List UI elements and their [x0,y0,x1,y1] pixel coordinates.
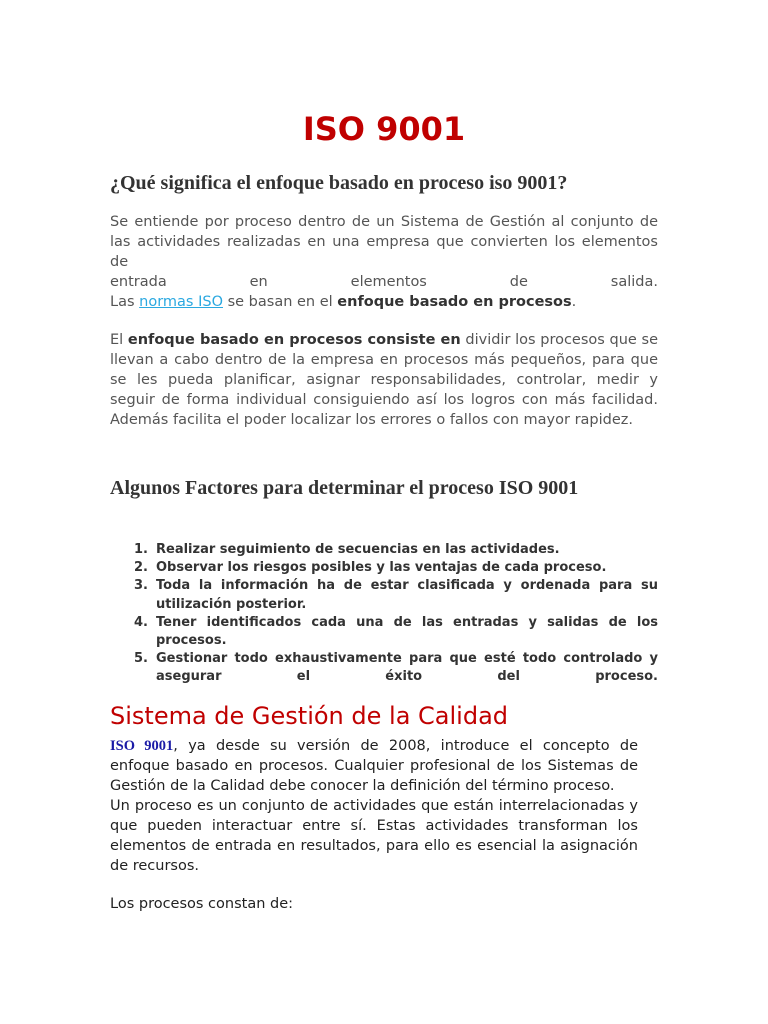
sistema-text-2: Un proceso es un conjunto de actividades que están interrelacionadas y que pueden interactuar entre sí. Estas actividades transforman los elementos de entrada en resultados, para ello es esencial la asignación de recursos. [110,798,638,874]
intro-paragraph [110,212,658,292]
enfoque-rest: dividir los procesos que se llevan a cabo dentro de la empresa en procesos más pequeños, para que se les pueda planificar, asignar responsabilidades, controlar, medir y seguir de forma individual consiguiendo así los logros con más facilidad. Además facilita el poder localizar los errores o fallos con mayor rapidez. [110,332,658,428]
list-item-number: 1. [134,542,148,557]
list-item [110,650,658,686]
list-item-text: Realizar seguimiento de secuencias en las actividades. [156,542,560,557]
intro-paragraph-text: Se entiende por proceso dentro de un Sistema de Gestión al conjunto de las actividades realizadas en una empresa que convierten los elementos de [110,214,658,270]
list-item-number: 3. [134,578,148,594]
factores-heading: Algunos Factores para determinar el proceso ISO 9001 [110,477,579,499]
intro-paragraph-last-line: entrada en elementos de salida. [110,274,658,290]
normas-post: . [571,294,577,310]
sistema-paragraph-first [110,736,638,796]
list-item-text: Tener identificados cada una de las entradas y salidas de los procesos. [156,614,658,649]
normas-paragraph [110,292,658,312]
list-item-text: Observar los riesgos posibles y las ventajas de cada proceso. [156,560,607,576]
normas-mid: se basan en el [222,294,338,310]
normas-iso-link[interactable]: normas ISO [139,294,223,310]
list-item-number: 4. [134,614,148,630]
sistema-paragraph [110,736,638,876]
list-item-text: Gestionar todo exhaustivamente para que esté todo controlado y asegurar el éxito del proceso. [156,651,658,685]
normas-pre: Las [110,294,140,310]
list-item [110,541,658,559]
list-item-number: 2. [134,560,148,576]
list-item-number: 5. [134,651,148,667]
factores-list [110,541,658,687]
enfoque-pre: El [110,332,128,348]
enfoque-paragraph [110,330,658,430]
list-item [110,614,658,650]
list-item [110,577,658,613]
page-title: ISO 9001 [302,110,466,148]
enfoque-bold: enfoque basado en procesos consiste en [127,332,461,348]
iso-9001-label: ISO 9001 [110,738,174,754]
sistema-text-1: , ya desde su versión de 2008, introduce el concepto de enfoque basado en procesos. Cualquier profesional de los Sistemas de Gestión de la Calidad debe conocer la definición del término proceso. [110,738,638,794]
list-item-text: Toda la información ha de estar clasificada y ordenada para su utilización posterior. [156,578,658,612]
list-item [110,559,658,577]
procesos-constan-text: Los procesos constan de: [110,896,294,912]
normas-bold: enfoque basado en procesos [337,294,572,310]
question-heading: ¿Qué significa el enfoque basado en proceso iso 9001? [110,172,568,194]
sistema-heading: Sistema de Gestión de la Calidad [110,702,509,730]
